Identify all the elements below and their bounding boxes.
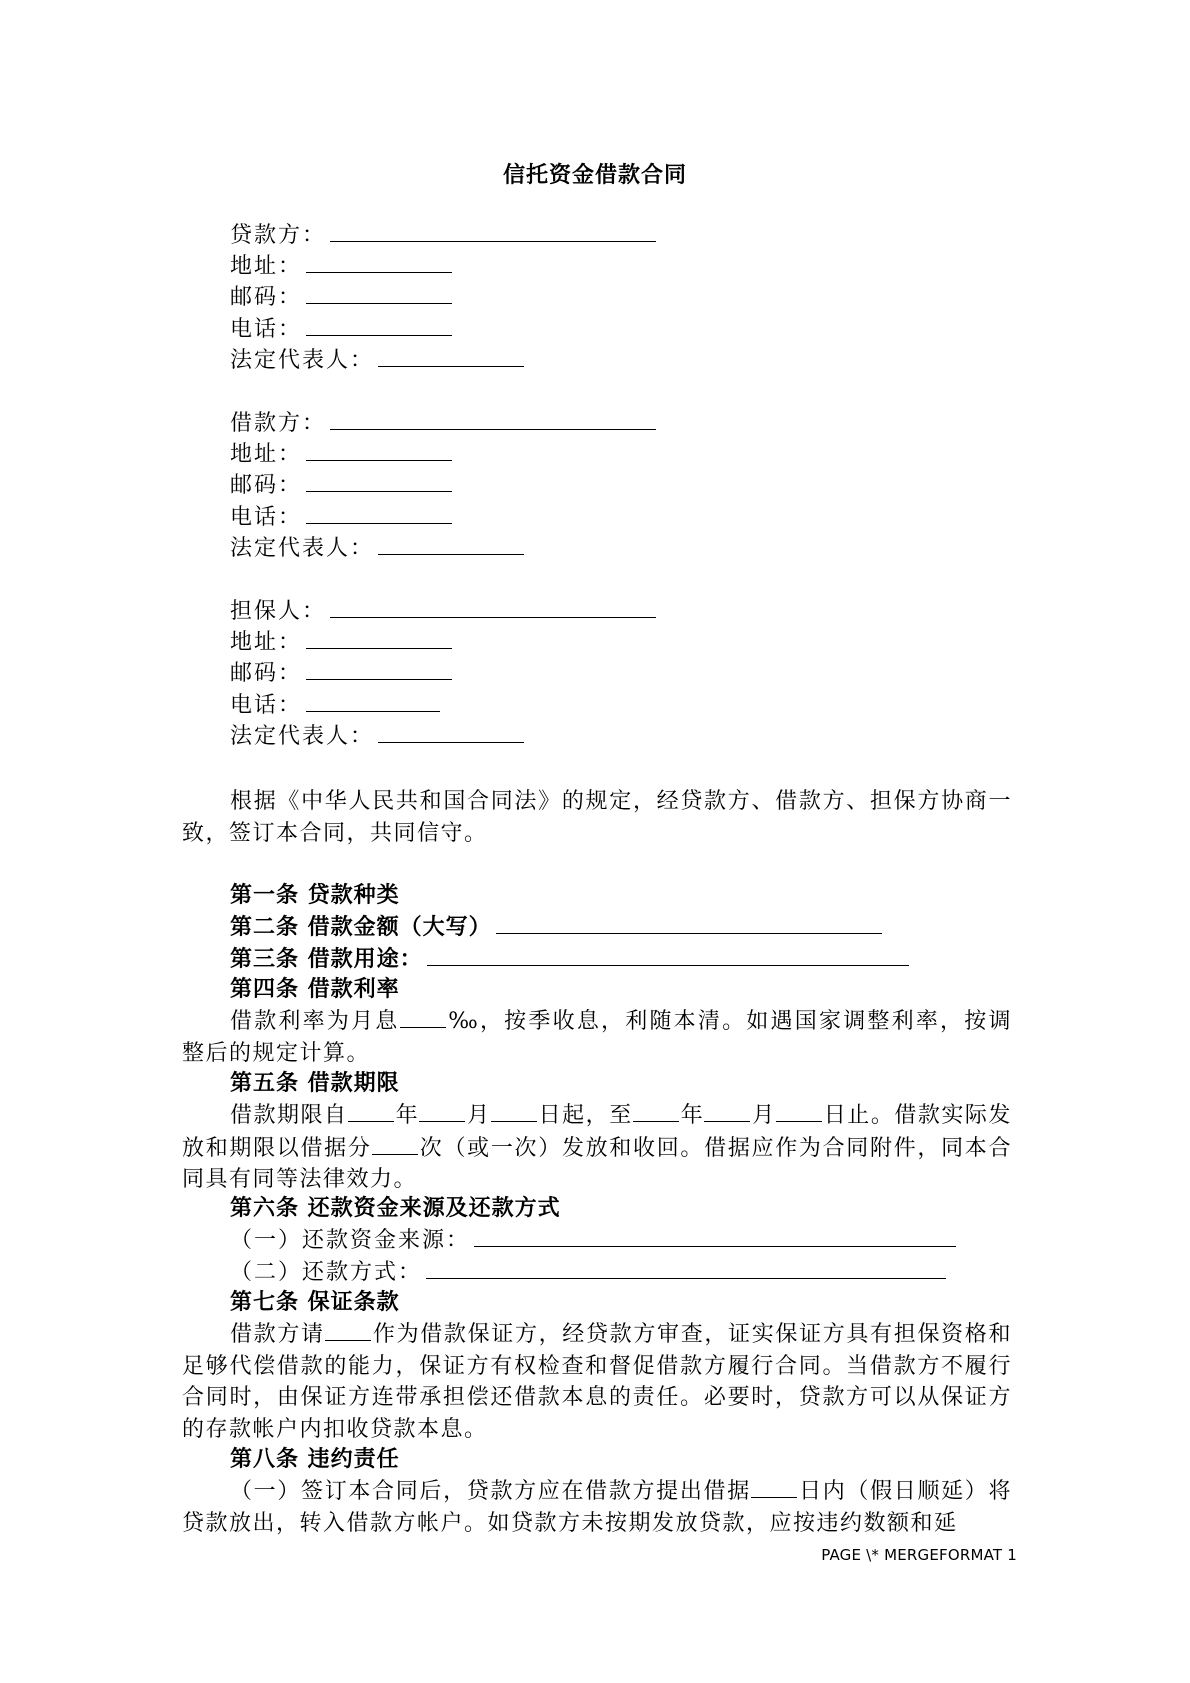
page-footer-field: PAGE \* MERGEFORMAT 1 [821,1546,1017,1564]
lender-postcode-blank [306,281,452,304]
article6-item1-label: （一）还款资金来源： [230,1228,471,1253]
repayment-source-blank [474,1224,956,1247]
guarantor-address-blank [306,626,452,649]
lender-phone-label: 电话： [230,317,303,342]
article8-body [182,1475,1012,1539]
lender-address-label: 地址： [230,254,303,279]
borrower-rep-line [230,532,524,562]
article2-heading: 第二条 借款金额（大写） [230,914,492,940]
lender-phone-blank [306,313,452,336]
borrower-postcode-blank [306,469,452,492]
repayment-method-blank [426,1256,946,1279]
article7-body [182,1318,1012,1445]
borrower-address-blank [306,438,452,461]
start-day-blank [491,1099,537,1122]
article2-amount-blank [496,911,882,934]
article1-heading: 第一条 贷款种类 [230,882,400,908]
borrower-postcode-line [230,469,452,499]
article7-body-b: 作为借款保证方，经贷款方审查，证实保证方具有担保资格和足够代偿借款的能力，保证方有权检查和督促借款方履行合同。当借款方不履行合同时，由保证方连带承担偿还借款本息的责任。必要时，贷款方可以从保证方的存款帐户内扣收贷款本息。 [182,1322,1012,1442]
article7-body-a: 借款方请 [230,1322,325,1347]
guarantor-phone-label: 电话： [230,693,303,718]
article4-body-a: 借款利率为月息 [230,1009,400,1034]
borrower-phone-blank [306,501,452,524]
term-end-month-text: 月 [752,1103,776,1128]
lender-address-blank [306,250,452,273]
guarantor-address-label: 地址： [230,630,303,655]
article2-line [230,911,882,941]
article5-body [182,1099,1012,1196]
article6-heading: 第六条 还款资金来源及还款方式 [230,1195,561,1221]
article3-heading: 第三条 借款用途： [230,946,423,972]
term-end-text: 日止。借款实际发放和期限以借据分 [182,1103,1012,1161]
borrower-name-blank [330,407,656,430]
borrower-address-line [230,438,452,468]
disbursement-days-blank [751,1475,797,1498]
guarantor-postcode-label: 邮码： [230,661,303,686]
borrower-postcode-label: 邮码： [230,473,303,498]
article4-body-b: ‰，按季收息，利随本清。如遇国家调整利率，按调整后的规定计算。 [182,1009,1012,1066]
borrower-rep-label: 法定代表人： [230,536,375,561]
article3-line [230,943,909,973]
guarantor-rep-line [230,720,524,750]
preamble-paragraph: 根据《中华人民共和国合同法》的规定，经贷款方、借款方、担保方协商一致，签订本合同，共同信守。 [182,789,1012,846]
guarantor-postcode-line [230,657,452,687]
article6-item2-line [230,1256,946,1286]
start-month-blank [419,1099,465,1122]
article4-heading: 第四条 借款利率 [230,976,400,1002]
borrower-address-label: 地址： [230,442,303,467]
article6-item1-line [230,1224,956,1254]
borrower-phone-label: 电话： [230,505,303,530]
lender-rep-label: 法定代表人： [230,348,375,373]
article8-body-b: 日内（假日顺延）将贷款放出，转入借款方帐户。如贷款方未按期发放贷款，应按违约数额和延 [182,1479,1012,1536]
article4-body [182,1005,1012,1069]
lender-postcode-label: 邮码： [230,285,303,310]
article7-heading: 第七条 保证条款 [230,1289,400,1315]
article8-heading: 第八条 违约责任 [230,1446,400,1472]
guarantor-name-blank [330,595,656,618]
guarantor-postcode-blank [306,657,452,680]
lender-rep-line [230,344,524,374]
lender-name-label: 贷款方： [230,223,327,248]
installments-blank [372,1132,418,1155]
guarantor-name-blank-inline [325,1318,371,1341]
lender-phone-line [230,313,452,343]
term-month-text: 月 [467,1103,491,1128]
lender-name-line [230,219,656,249]
guarantor-phone-blank [306,689,440,712]
borrower-phone-line [230,501,452,531]
term-end-year-text: 年 [680,1103,705,1128]
guarantor-name-line [230,595,656,625]
end-month-blank [704,1099,750,1122]
article8-body-a: （一）签订本合同后，贷款方应在借款方提出借据 [230,1479,751,1504]
guarantor-name-label: 担保人： [230,599,327,624]
lender-rep-blank [378,344,524,367]
term-tail-text: 次（或一次）发放和收回。借据应作为合同附件，同本合同具有同等法律效力。 [182,1135,1012,1192]
lender-name-blank [330,219,656,242]
guarantor-rep-blank [378,720,524,743]
borrower-name-label: 借款方： [230,411,327,436]
document-title: 信托资金借款合同 [502,162,687,188]
term-to-text: 日起，至 [538,1103,633,1128]
article5-heading: 第五条 借款期限 [230,1070,400,1096]
article6-item2-label: （二）还款方式： [230,1260,423,1285]
guarantor-rep-label: 法定代表人： [230,724,375,749]
guarantor-address-line [230,626,452,656]
lender-postcode-line [230,281,452,311]
start-year-blank [348,1099,394,1122]
borrower-name-line [230,407,656,437]
borrower-rep-blank [378,532,524,555]
term-from-text: 借款期限自 [230,1103,348,1128]
end-day-blank [776,1099,822,1122]
end-year-blank [633,1099,679,1122]
lender-address-line [230,250,452,280]
guarantor-phone-line [230,689,440,719]
article3-purpose-blank [427,943,909,966]
interest-rate-blank [400,1005,446,1028]
term-year-text: 年 [395,1103,420,1128]
